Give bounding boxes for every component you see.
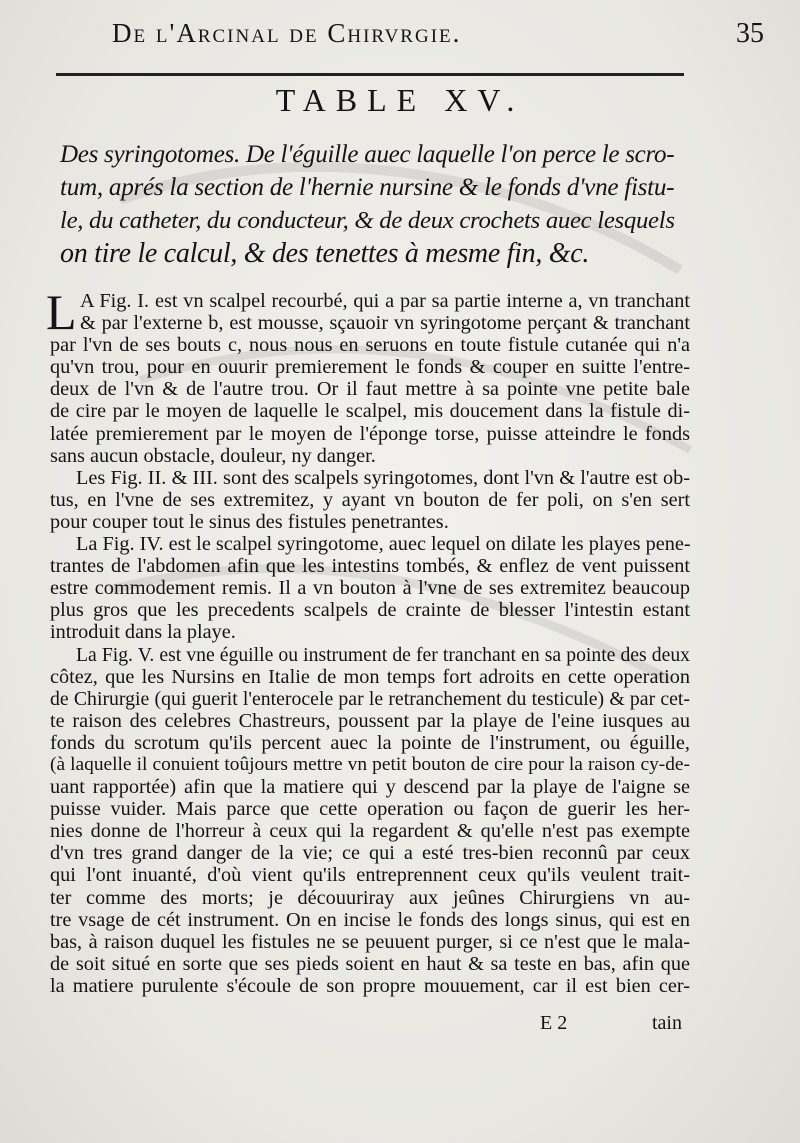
body-line: fonds du scrotum qu'ils percent auec la pointe de l'instrument, ou éguille, xyxy=(50,731,690,754)
body-line: de cire par le moyen de laquelle le scalpel, mis doucement dans la fistule di- xyxy=(50,400,690,423)
body-line: A Fig. I. est vn scalpel recourbé, qui a par sa partie interne a, vn tranchant xyxy=(80,290,690,312)
body-line: bas, à raison duquel les fistules ne se peuuent purger, si ce n'est que le mala- xyxy=(50,930,690,953)
body-line: de Chirurgie (qui guerit l'enterocele par le retranchement du testicule) & par cet- xyxy=(50,687,690,710)
body-line: qui l'ont inuanté, d'où vient qu'ils entreprennent ceux qu'ils veulent trait- xyxy=(50,864,690,887)
body-line: de soit situé en sorte que ses pieds soient en haut & sa teste en bas, afin que xyxy=(50,952,690,975)
body-line: (à laquelle il conuient toûjours mettre vn petit bouton de cire pour la raison cy-de- xyxy=(50,753,690,775)
body-line: introduit dans la playe. xyxy=(50,621,236,644)
table-title: TABLE XV. xyxy=(275,82,525,118)
body-line: La Fig. V. est vne éguille ou instrument de fer tranchant en sa pointe des deux xyxy=(76,643,690,666)
body-line: & par l'externe b, est mousse, sçauoir vn syringotome perçant & tranchant xyxy=(80,312,690,335)
subtitle-line: tum, aprés la section de l'hernie nursine & le fonds d'vne fistu- xyxy=(60,174,675,201)
drop-cap: L xyxy=(46,284,77,340)
body-line: qu'vn trou, pour en ouurir premierement le fonds & couper en suitte l'entre- xyxy=(50,356,690,379)
header-rule xyxy=(56,73,684,76)
body-line: Les Fig. II. & III. sont des scalpels syringotomes, dont l'vn & l'autre est ob- xyxy=(76,466,690,489)
body-line: plus gros que les precedents scalpels de crainte de blesser l'intestin estant xyxy=(50,599,690,622)
signature-mark: E 2 xyxy=(540,1012,568,1034)
body-line: trantes de l'abdomen afin que les intestins tombés, & enflez de vent puissent xyxy=(50,555,690,578)
body-line: puisse vuider. Mais parce que cette operation ou façon de guerir les her- xyxy=(50,798,690,821)
page-header xyxy=(60,14,764,54)
body-line: ter comme des morts; je découuriray aux jeûnes Chirurgiens vn au- xyxy=(50,886,690,909)
page-footer xyxy=(50,1012,682,1034)
subtitle-line: Des syringotomes. De l'éguille auec laquelle l'on perce le scro- xyxy=(60,141,675,168)
body-line: estre commodement remis. Il a vn bouton à l'vne de ses extremitez beaucoup xyxy=(50,577,690,600)
body-line: La Fig. IV. est le scalpel syringotome, auec lequel on dilate les playes pene- xyxy=(76,533,691,556)
body-line: côtez, que les Nursins en Italie de mon temps fort adroits en cette operation xyxy=(50,665,690,688)
body-line: pour couper tout le sinus des fistules penetrantes. xyxy=(50,510,449,533)
body-line: deux de l'vn & de l'autre trou. Or il faut mettre à sa pointe vne petite bale xyxy=(50,378,690,401)
running-head: De l'Arcinal de Chirvrgie. xyxy=(112,18,462,48)
body-line: uant rapportée) afin que la matiere qui y descend par la playe de l'aigne se xyxy=(50,776,690,799)
body-line: d'vn tres grand danger de la vie; ce qui a esté tres-bien reconnû par ceux xyxy=(50,842,690,865)
body-line: tus, en l'vne de ses extremitez, y ayant vn bouton de fer poli, on s'en sert xyxy=(50,488,690,511)
body-line: par l'vn de ses bouts c, nous nous en seruons en toute fistule cutanée qui n'a xyxy=(50,334,690,357)
page-number: 35 xyxy=(736,18,764,49)
body-line: nies donne de l'horreur à ceux qui la regardent & qu'elle n'est pas exempte xyxy=(50,820,690,843)
body-line: la matiere purulente s'écoule de son propre mouuement, car il est bien cer- xyxy=(50,974,690,997)
body-line: tre vsage de cét instrument. On en incise le fonds des longs sinus, qui est en xyxy=(50,908,690,931)
table-subtitle xyxy=(60,138,680,270)
body-text xyxy=(46,284,691,997)
body-line: sans aucun obstacle, douleur, ny danger. xyxy=(50,444,376,467)
catchword: tain xyxy=(652,1012,682,1034)
subtitle-line: on tire le calcul, & des tenettes à mesme fin, &c. xyxy=(60,238,590,269)
subtitle-line: le, du catheter, du conducteur, & de deux crochets auec lesquels xyxy=(60,207,675,234)
body-line: te raison des celebres Chastreurs, poussent par la playe de l'eine iusques au xyxy=(50,709,690,732)
body-line: latée premierement par le moyen de l'éponge torse, puisse atteindre le fonds xyxy=(50,422,690,445)
